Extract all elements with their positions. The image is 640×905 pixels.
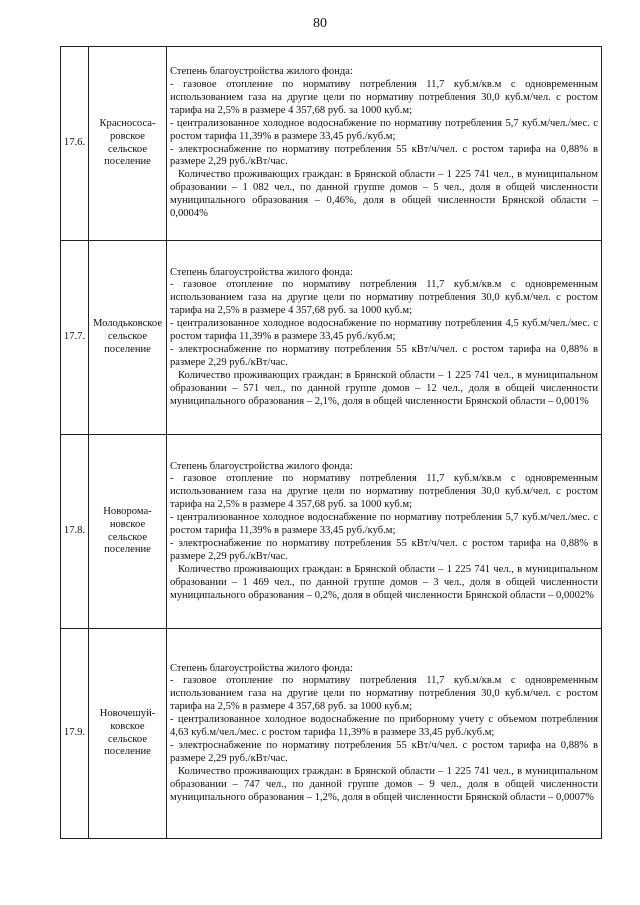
- heading-text: Степень благоустройства жилого фонда:: [170, 460, 353, 472]
- residents-text: Количество проживающих граждан: в Брянской области – 1 225 741 чел., в муниципальном образовании – 1 082 чел., по данной группе домов – 5 чел., доля в общей численности муниципального образования – 0,46%, доля в общей численности Брянской области – 0,0004%: [170, 169, 598, 220]
- row-description: [167, 47, 602, 241]
- residents-text: Количество проживающих граждан: в Брянской области – 1 225 741 чел., в муниципальном образовании – 571 чел., по данной группе домов – 12 чел., доля в общей численности муниципального образования – 2,1%, доля в общей численности Брянской области – 0,001%: [170, 369, 598, 407]
- heading-text: Степень благоустройства жилого фонда:: [170, 266, 353, 278]
- settlement-name: Новочешуй- ковское сельское поселение: [89, 629, 167, 839]
- residents-text: Количество проживающих граждан: в Брянской области – 1 225 741 чел., в муниципальном образовании – 747 чел., по данной группе домов – 9 чел., доля в общей численности муниципального образования – 1,2%, доля в общей численности Брянской области – 0,0007%: [170, 765, 598, 803]
- water-text: - централизованное холодное водоснабжение по нормативу потребления 5,7 куб.м/чел./мес. с ростом тарифа 11,39% в размере 33,45 руб./куб.м;: [170, 512, 598, 537]
- row-description: [167, 241, 602, 435]
- electricity-text: - электроснабжение по нормативу потребления 55 кВт/ч/чел. с ростом тарифа на 0,88% в размере 2,29 руб./кВт/час.: [170, 739, 598, 764]
- water-text: - централизованное холодное водоснабжение по нормативу потребления 5,7 куб.м/чел./мес. с ростом тарифа 11,39% в размере 33,45 руб./куб.м;: [170, 117, 598, 142]
- water-text: - централизованное холодное водоснабжение по нормативу потребления 4,5 куб.м/чел./мес. с ростом тарифа 11,39% в размере 33,45 руб./куб.м;: [170, 318, 598, 343]
- settlement-name: Молодьковское сельское поселение: [89, 241, 167, 435]
- row-number: 17.7.: [61, 241, 89, 435]
- water-text: - централизованное холодное водоснабжение по приборному учету с объемом потребления 4,63 куб.м/чел./мес. с ростом тарифа 11,39% в размере 33,45 руб./куб.м;: [170, 714, 598, 739]
- heading-text: Степень благоустройства жилого фонда:: [170, 66, 353, 78]
- settlement-name: Новорома- новское сельское поселение: [89, 435, 167, 629]
- row-number: 17.9.: [61, 629, 89, 839]
- gas-text: - газовое отопление по нормативу потребления 11,7 куб.м/кв.м с одновременным использованием газа на другие цели по нормативу потребления 30,0 куб.м/чел. с ростом тарифа на 2,5% в размере 4 357,68 руб. за 1000 куб.м;: [170, 78, 598, 116]
- row-number: 17.8.: [61, 435, 89, 629]
- table-row: [61, 47, 602, 241]
- page-number: 80: [313, 16, 327, 31]
- electricity-text: - электроснабжение по нормативу потребления 55 кВт/ч/чел. с ростом тарифа на 0,88% в размере 2,29 руб./кВт/час.: [170, 343, 598, 368]
- table-row: [61, 241, 602, 435]
- settlements-table: [60, 46, 602, 839]
- gas-text: - газовое отопление по нормативу потребления 11,7 куб.м/кв.м с одновременным использованием газа на другие цели по нормативу потребления 30,0 куб.м/чел. с ростом тарифа на 2,5% в размере 4 357,68 руб. за 1000 куб.м;: [170, 675, 598, 713]
- table-row: [61, 435, 602, 629]
- settlement-name: Красноcоса- ровское сельское поселение: [89, 47, 167, 241]
- residents-text: Количество проживающих граждан: в Брянской области – 1 225 741 чел., в муниципальном образовании – 1 469 чел., по данной группе домов – 3 чел., доля в общей численности муниципального образования – 0,2%, доля в общей численности Брянской области – 0,0002%: [170, 563, 598, 601]
- electricity-text: - электроснабжение по нормативу потребления 55 кВт/ч/чел. с ростом тарифа на 0,88% в размере 2,29 руб./кВт/час.: [170, 537, 598, 562]
- electricity-text: - электроснабжение по нормативу потребления 55 кВт/ч/чел. с ростом тарифа на 0,88% в размере 2,29 руб./кВт/час.: [170, 143, 598, 168]
- gas-text: - газовое отопление по нормативу потребления 11,7 куб.м/кв.м с одновременным использованием газа на другие цели по нормативу потребления 30,0 куб.м/чел. с ростом тарифа на 2,5% в размере 4 357,68 руб. за 1000 куб.м;: [170, 473, 598, 511]
- row-number: 17.6.: [61, 47, 89, 241]
- table-row: [61, 629, 602, 839]
- row-description: [167, 435, 602, 629]
- heading-text: Степень благоустройства жилого фонда:: [170, 662, 353, 674]
- row-description: [167, 629, 602, 839]
- gas-text: - газовое отопление по нормативу потребления 11,7 куб.м/кв.м с одновременным использованием газа на другие цели по нормативу потребления 30,0 куб.м/чел. с ростом тарифа на 2,5% в размере 4 357,68 руб. за 1000 куб.м;: [170, 279, 598, 317]
